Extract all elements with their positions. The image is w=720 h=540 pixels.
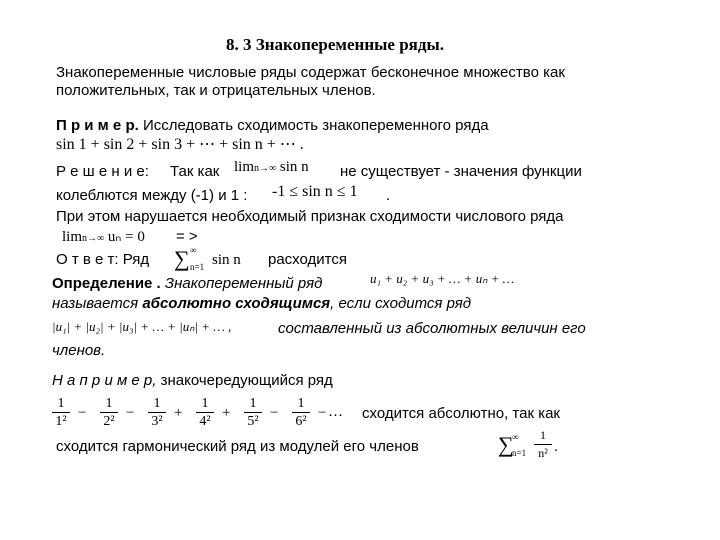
series-sign: − <box>126 405 135 421</box>
series-sign: − <box>270 405 279 421</box>
definition-label: Определение . <box>52 275 161 292</box>
harmonic-sum-symbol: ∑ <box>498 432 514 457</box>
definition-line-2c: , если сходится ряд <box>330 295 472 312</box>
series-sign: − <box>78 405 87 421</box>
lim2-rest: uₙ = 0 <box>107 229 145 245</box>
intro-line-1: Знакопеременные числовые ряды содержат бесконечное множество как <box>56 64 565 81</box>
limit-fn: sin n <box>279 159 309 175</box>
harmonic-sum-top: ∞ <box>512 432 519 442</box>
fraction-denominator: 6² <box>295 414 307 429</box>
answer-sum-symbol: ∑ <box>174 246 190 271</box>
example-heading <box>56 117 489 135</box>
solution-line-3: При этом нарушается необходимый признак сходимости числового ряда <box>56 208 564 225</box>
answer-sum-top: ∞ <box>190 245 197 255</box>
lim2-sub: n→∞ <box>82 233 105 244</box>
solution-limit-2 <box>62 228 145 248</box>
solution-implies: = > <box>176 228 198 245</box>
answer-verdict: расходится <box>268 251 347 268</box>
example2-label: Н а п р и м е р, <box>52 372 157 389</box>
harmonic-end: . <box>554 438 559 455</box>
fraction-numerator: 1 <box>297 396 305 411</box>
definition-line-4: членов. <box>52 342 106 359</box>
fraction-denominator: 3² <box>151 414 163 429</box>
series-fraction <box>292 396 310 429</box>
example2-line-2: сходится гармонический ряд из модулей его членов <box>56 438 419 455</box>
solution-line-2: колеблются между (-1) и 1 : <box>56 187 248 204</box>
solution-label: Р е ш е н и е: <box>56 163 149 180</box>
harmonic-num: 1 <box>540 428 546 442</box>
harmonic-sum-bottom: n=1 <box>512 448 527 458</box>
series-sign: − <box>318 405 327 421</box>
series-fraction <box>196 396 214 429</box>
answer-sum-bottom: n=1 <box>190 262 205 272</box>
harmonic-den: n² <box>538 446 548 460</box>
series-ellipsis: … <box>328 404 343 420</box>
definition-text: Знакопеременный ряд <box>160 275 323 292</box>
example2-text-2: сходится абсолютно, так как <box>362 405 560 422</box>
series-fraction <box>100 396 118 429</box>
fraction-numerator: 1 <box>249 396 257 411</box>
series-fraction <box>244 396 262 429</box>
fraction-denominator: 2² <box>103 414 115 429</box>
answer-sum-fn: sin n <box>212 252 241 268</box>
fraction-numerator: 1 <box>201 396 209 411</box>
answer-label: О т в е т: Ряд <box>56 251 150 268</box>
definition-series: u₁ + u₂ + u₃ + … + uₙ + … <box>370 271 515 286</box>
series-fraction <box>148 396 166 429</box>
definition-line-1 <box>52 275 322 293</box>
solution-inequality-end: . <box>386 187 391 204</box>
definition-line-2a: называется <box>52 295 143 312</box>
harmonic-fraction <box>534 428 552 461</box>
solution-text-2: не существует - значения функции <box>340 163 582 180</box>
definition-abs-series: |u₁| + |u₂| + |u₃| + … + |uₙ| + … , <box>52 319 232 334</box>
example-label: П р и м е р. <box>56 117 139 134</box>
limit-sub: n→∞ <box>254 163 277 174</box>
solution-inequality: -1 ≤ sin n ≤ 1 <box>272 183 358 200</box>
series-sign: + <box>174 405 183 421</box>
definition-line-2 <box>52 295 471 313</box>
example-series: sin 1 + sin 2 + sin 3 + ⋯ + sin n + ⋯ . <box>56 136 304 153</box>
example2-text: знакочередующийся ряд <box>156 372 333 389</box>
fraction-denominator: 5² <box>247 414 259 429</box>
solution-text-1: Так как <box>170 163 220 180</box>
limit-word: lim <box>234 159 255 175</box>
lim2-word: lim <box>62 229 83 245</box>
series-fraction <box>52 396 70 429</box>
series-sign: + <box>222 405 231 421</box>
fraction-denominator: 4² <box>199 414 211 429</box>
definition-line-3: составленный из абсолютных величин его <box>278 320 586 337</box>
example-text: Исследовать сходимость знакопеременного ряда <box>138 117 489 134</box>
intro-line-2: положительных, так и отрицательных членов. <box>56 82 376 99</box>
definition-emphasis: абсолютно сходящимся <box>142 295 331 312</box>
example2-line-1 <box>52 372 333 390</box>
fraction-numerator: 1 <box>57 396 65 411</box>
fraction-numerator: 1 <box>105 396 113 411</box>
fraction-numerator: 1 <box>153 396 161 411</box>
page-title: 8. 3 Знакопеременные ряды. <box>226 35 444 54</box>
solution-limit <box>234 158 309 178</box>
fraction-denominator: 1² <box>55 414 67 429</box>
